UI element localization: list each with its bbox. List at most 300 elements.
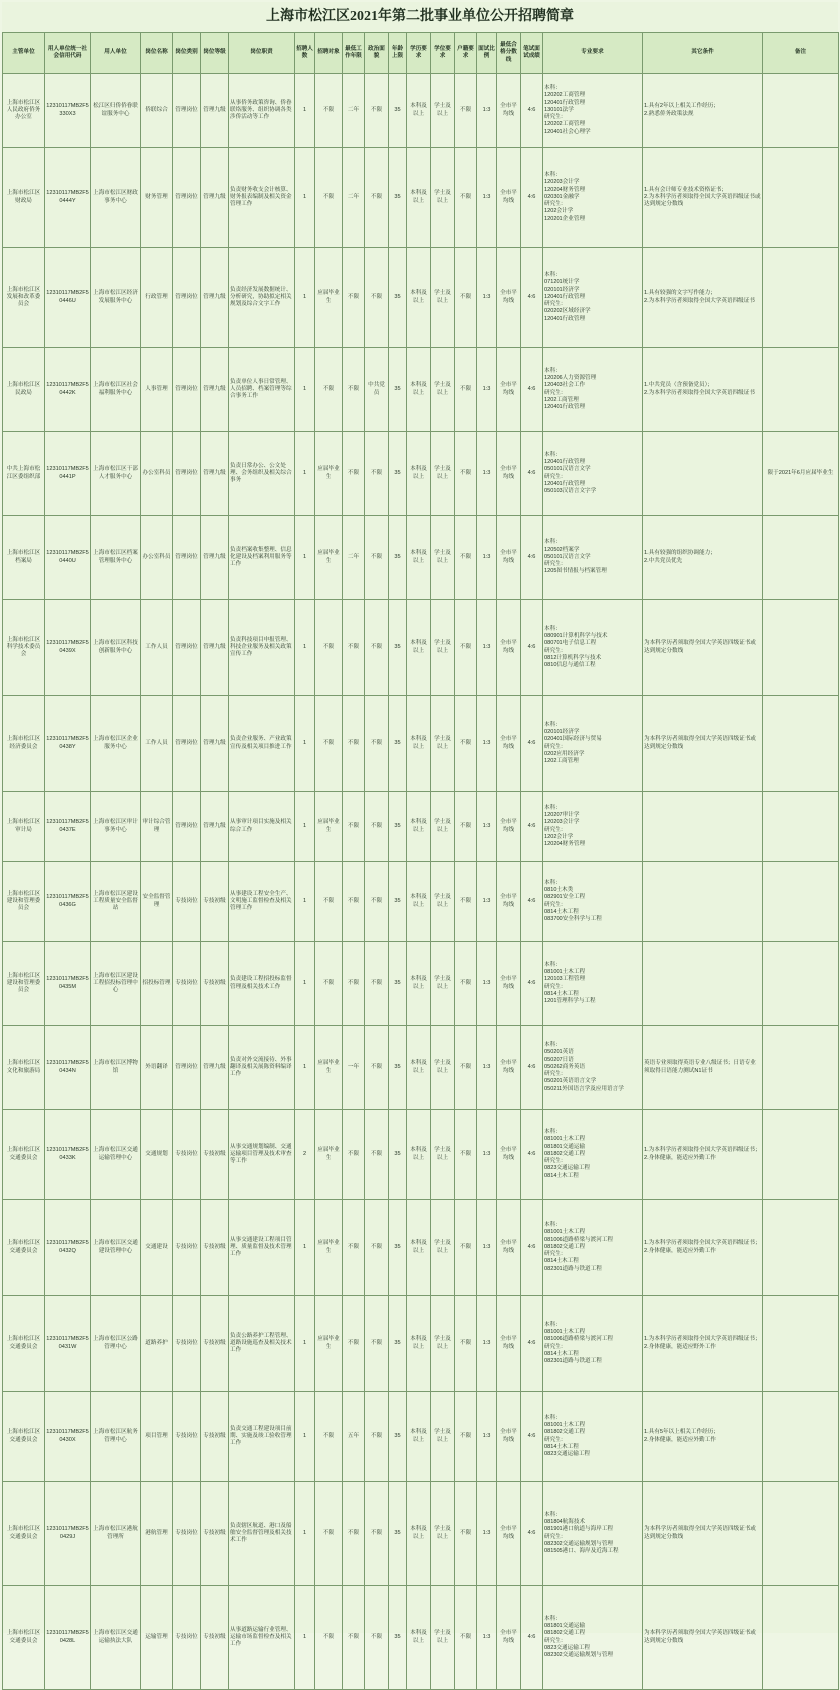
table-cell: 35 (389, 1392, 407, 1482)
table-cell: 不限 (315, 1586, 343, 1690)
table-cell: 学士及以上 (431, 1110, 455, 1200)
major-requirements-cell (543, 432, 643, 516)
other-conditions-cell (643, 148, 763, 248)
table-cell: 外语翻译 (141, 1026, 173, 1110)
major-line: 研究生： (544, 743, 567, 750)
column-header: 学位要求 (431, 33, 455, 74)
table-cell: 从事交通建设工程项目管理、质量监督及技术管理工作 (229, 1200, 295, 1296)
table-cell: 人事管理 (141, 348, 173, 432)
table-cell: 不限 (455, 942, 477, 1026)
major-line: 082301道路与铁道工程 (544, 1357, 602, 1364)
table-cell: 4:6 (521, 248, 543, 348)
table-cell: 专技岗位 (173, 942, 201, 1026)
table-cell: 1 (295, 862, 315, 942)
table-cell: 本科及以上 (407, 348, 431, 432)
table-cell: 4:6 (521, 348, 543, 432)
table-row (3, 148, 839, 248)
table-cell: 管理岗位 (173, 348, 201, 432)
table-cell: 从事审计项目实施及相关综合工作 (229, 792, 295, 862)
condition-line: 1.具有较强的文字写作能力； (644, 290, 716, 297)
table-cell: 管理岗位 (173, 432, 201, 516)
table-cell: 上海市松江区港航管理所 (91, 1482, 141, 1586)
table-cell: 不限 (343, 942, 365, 1026)
table-cell: 1 (295, 1296, 315, 1392)
table-cell: 二年 (343, 516, 365, 600)
table-cell: 4:6 (521, 1296, 543, 1392)
major-line: 0814土木工程 (544, 1258, 579, 1265)
table-cell: 管理九级 (201, 74, 229, 148)
table-cell: 上海市松江区建设工程招投标管理中心 (91, 942, 141, 1026)
table-cell: 五年 (343, 1392, 365, 1482)
table-cell: 4:6 (521, 862, 543, 942)
column-header: 备注 (763, 33, 839, 74)
table-cell: 从事侨务政策咨询、侨眷联络服务、组织协调各类涉侨活动等工作 (229, 74, 295, 148)
recruitment-page (2, 2, 838, 1658)
major-line: 050101汉语言文学 (544, 553, 591, 560)
table-cell: 上海市松江区航务管理中心 (91, 1392, 141, 1482)
table-cell: 上海市松江区经济委员会 (3, 696, 45, 792)
table-cell: 上海市松江区交通运输执法大队 (91, 1586, 141, 1690)
major-line: 本科： (544, 272, 561, 279)
table-cell: 上海市松江区文化和旅游局 (3, 1026, 45, 1110)
remark-cell (763, 148, 839, 248)
table-cell: 35 (389, 696, 407, 792)
table-cell: 不限 (365, 1110, 389, 1200)
condition-line: 1.具有会计师专业技术资格证书； (644, 186, 727, 193)
remark-cell (763, 74, 839, 148)
table-cell: 本科及以上 (407, 1200, 431, 1296)
table-cell: 12310117MB2F50431W (45, 1296, 91, 1392)
table-cell: 4:6 (521, 516, 543, 600)
table-cell: 4:6 (521, 696, 543, 792)
table-cell: 专技初级 (201, 1482, 229, 1586)
other-conditions-cell (643, 696, 763, 792)
major-line: 0823交通运输工程 (544, 1165, 591, 1172)
table-cell: 全市平均线 (497, 348, 521, 432)
major-line: 0823交通运输工程 (544, 1450, 591, 1457)
major-line: 1202工商管理 (544, 757, 579, 764)
table-cell: 12310117MB2F50441P (45, 432, 91, 516)
column-header: 专业要求 (543, 33, 643, 74)
major-line: 120203会计学 (544, 179, 580, 186)
table-cell: 1 (295, 1482, 315, 1586)
table-cell: 4:6 (521, 148, 543, 248)
major-requirements-cell (543, 74, 643, 148)
condition-line: 2.身体健康，能适应外勤工作 (644, 1154, 716, 1161)
table-cell: 本科及以上 (407, 792, 431, 862)
column-header: 户籍要求 (455, 33, 477, 74)
major-requirements-cell (543, 600, 643, 696)
table-cell: 上海市松江区交通委员会 (3, 1200, 45, 1296)
table-cell: 1:3 (477, 1392, 497, 1482)
table-cell: 上海市松江区交通委员会 (3, 1296, 45, 1392)
table-cell: 不限 (315, 862, 343, 942)
table-cell: 学士及以上 (431, 516, 455, 600)
table-cell: 35 (389, 74, 407, 148)
table-cell: 不限 (455, 348, 477, 432)
condition-line: 2.身体健康，能适应野外工作 (644, 1343, 716, 1350)
remark-cell (763, 1026, 839, 1110)
table-cell: 全市平均线 (497, 248, 521, 348)
table-cell: 1:3 (477, 1482, 497, 1586)
major-line: 120201企业管理 (544, 215, 586, 222)
table-cell: 全市平均线 (497, 1586, 521, 1690)
remark-cell (763, 348, 839, 432)
table-cell: 上海市松江区企业服务中心 (91, 696, 141, 792)
column-header: 招聘人数 (295, 33, 315, 74)
table-cell: 不限 (365, 74, 389, 148)
major-line: 研究生： (544, 1343, 567, 1350)
major-requirements-cell (543, 148, 643, 248)
table-cell: 1 (295, 348, 315, 432)
table-cell: 管理岗位 (173, 696, 201, 792)
table-cell: 项目管理 (141, 1392, 173, 1482)
table-cell: 学士及以上 (431, 1026, 455, 1110)
major-line: 研究生： (544, 301, 567, 308)
table-cell: 应届毕业生 (315, 792, 343, 862)
table-cell: 4:6 (521, 792, 543, 862)
table-cell: 1 (295, 74, 315, 148)
table-cell: 学士及以上 (431, 792, 455, 862)
table-cell: 不限 (455, 1482, 477, 1586)
remark-cell (763, 1296, 839, 1392)
major-line: 本科： (544, 804, 561, 811)
table-cell: 学士及以上 (431, 432, 455, 516)
major-line: 120401行政管理 (544, 480, 586, 487)
major-line: 081802交通工程 (544, 1243, 586, 1250)
major-line: 研究生： (544, 389, 567, 396)
table-cell: 不限 (343, 1586, 365, 1690)
other-conditions-cell (643, 1200, 763, 1296)
table-cell: 本科及以上 (407, 600, 431, 696)
major-line: 研究生： (544, 201, 567, 208)
table-cell: 专技初级 (201, 1296, 229, 1392)
table-cell: 12310117MB2F50446U (45, 248, 91, 348)
other-conditions-cell (643, 432, 763, 516)
table-cell: 负责对外交流接待、外事翻译及相关展陈资料编译工作 (229, 1026, 295, 1110)
major-line: 本科： (544, 1414, 561, 1421)
table-row (3, 1296, 839, 1392)
table-cell: 全市平均线 (497, 1110, 521, 1200)
table-cell: 12310117MB2F50428L (45, 1586, 91, 1690)
table-cell: 35 (389, 1482, 407, 1586)
table-cell: 学士及以上 (431, 696, 455, 792)
other-conditions-cell (643, 74, 763, 148)
table-cell: 上海市松江区博物馆 (91, 1026, 141, 1110)
table-cell: 上海市松江区建设工程质量安全监督站 (91, 862, 141, 942)
condition-line: 2.为本科学历者须取得全国大学英语四级证书 (644, 297, 755, 304)
table-cell: 上海市松江区发展和改革委员会 (3, 248, 45, 348)
other-conditions-cell (643, 348, 763, 432)
table-cell: 不限 (315, 600, 343, 696)
table-cell: 专技岗位 (173, 1200, 201, 1296)
column-header: 岗位职责 (229, 33, 295, 74)
other-conditions-cell (643, 862, 763, 942)
major-line: 研究生： (544, 826, 567, 833)
table-cell: 12310117MB2F50434N (45, 1026, 91, 1110)
table-cell: 专技初级 (201, 1586, 229, 1690)
condition-line: 2.中共党员优先 (644, 557, 683, 564)
table-cell: 二年 (343, 148, 365, 248)
table-cell: 中共上海市松江区委组织部 (3, 432, 45, 516)
table-cell: 上海市松江区档案管理服务中心 (91, 516, 141, 600)
major-line: 081804航海技术 (544, 1519, 586, 1526)
major-line: 020202区域经济学 (544, 308, 591, 315)
table-cell: 工作人员 (141, 696, 173, 792)
major-line: 1202会计学 (544, 208, 574, 215)
major-requirements-cell (543, 1110, 643, 1200)
table-cell: 专技初级 (201, 1200, 229, 1296)
table-cell: 35 (389, 516, 407, 600)
table-cell: 从事建设工程安全生产、文明施工监督检查及相关管理工作 (229, 862, 295, 942)
table-cell: 1:3 (477, 148, 497, 248)
table-cell: 本科及以上 (407, 1482, 431, 1586)
table-cell: 2 (295, 1110, 315, 1200)
major-line: 120103工程管理 (544, 976, 586, 983)
table-cell: 1:3 (477, 1200, 497, 1296)
major-line: 0810土木类 (544, 887, 574, 894)
table-cell: 学士及以上 (431, 600, 455, 696)
table-cell: 4:6 (521, 1110, 543, 1200)
table-cell: 负责单位人事日常管理、人员招聘、档案管理等综合事务工作 (229, 348, 295, 432)
major-line: 本科： (544, 625, 561, 632)
table-cell: 本科及以上 (407, 942, 431, 1026)
table-cell: 管理九级 (201, 1026, 229, 1110)
table-cell: 12310117MB2F50435M (45, 942, 91, 1026)
column-header: 用人单位统一社会信用代码 (45, 33, 91, 74)
table-cell: 全市平均线 (497, 148, 521, 248)
major-line: 120401行政管理 (544, 403, 586, 410)
column-header: 最低合格分数线 (497, 33, 521, 74)
table-cell: 负责经济发展数据统计、分析研究，协助拟定相关规划及综合文字工作 (229, 248, 295, 348)
major-line: 083700安全科学与工程 (544, 915, 602, 922)
condition-line: 为本科学历者须取得全国大学英语四级证书或达到规定分数线 (644, 1526, 756, 1540)
major-line: 研究生： (544, 1533, 567, 1540)
major-line: 050207日语 (544, 1056, 574, 1063)
table-cell: 35 (389, 348, 407, 432)
table-cell: 不限 (315, 942, 343, 1026)
table-cell: 4:6 (521, 1586, 543, 1690)
condition-line: 2.为本科学历者须取得全国大学英语四级证书或达到规定分数线 (644, 193, 761, 208)
table-cell: 4:6 (521, 942, 543, 1026)
table-cell: 专技初级 (201, 862, 229, 942)
other-conditions-cell (643, 516, 763, 600)
table-cell: 35 (389, 600, 407, 696)
table-cell: 不限 (343, 348, 365, 432)
table-cell: 应届毕业生 (315, 432, 343, 516)
table-cell: 本科及以上 (407, 1026, 431, 1110)
column-header: 面试比例 (477, 33, 497, 74)
table-cell: 不限 (343, 432, 365, 516)
table-cell: 专技岗位 (173, 1110, 201, 1200)
major-line: 081802交通工程 (544, 1429, 586, 1436)
table-cell: 本科及以上 (407, 862, 431, 942)
table-cell: 负责科技项目申报管理、科技企业服务及相关政策宣传工作 (229, 600, 295, 696)
major-line: 本科： (544, 1042, 561, 1049)
table-cell: 上海市松江区交通建设管理中心 (91, 1200, 141, 1296)
major-line: 本科： (544, 85, 561, 92)
major-line: 082302交通运输规划与管理 (544, 1651, 614, 1658)
condition-line: 1.为本科学历者须取得全国大学英语四级证书； (644, 1336, 761, 1343)
major-line: 081801交通运输 (544, 1143, 586, 1150)
table-cell: 不限 (315, 1482, 343, 1586)
major-line: 120401行政管理 (544, 315, 586, 322)
table-cell: 本科及以上 (407, 248, 431, 348)
table-cell: 管理岗位 (173, 74, 201, 148)
major-line: 081006道路桥梁与渡河工程 (544, 1336, 614, 1343)
major-requirements-cell (543, 1200, 643, 1296)
table-row (3, 696, 839, 792)
table-cell: 管理九级 (201, 792, 229, 862)
table-cell: 上海市松江区交通运输管理中心 (91, 1110, 141, 1200)
table-cell: 不限 (365, 1026, 389, 1110)
table-cell: 学士及以上 (431, 1586, 455, 1690)
table-cell: 上海市松江区人民政府侨务办公室 (3, 74, 45, 148)
other-conditions-cell (643, 248, 763, 348)
table-cell: 本科及以上 (407, 1110, 431, 1200)
remark-cell (763, 248, 839, 348)
table-cell: 应届毕业生 (315, 1200, 343, 1296)
table-cell: 本科及以上 (407, 696, 431, 792)
table-cell: 不限 (455, 1110, 477, 1200)
table-cell: 学士及以上 (431, 862, 455, 942)
table-cell: 全市平均线 (497, 1296, 521, 1392)
table-cell: 管理九级 (201, 432, 229, 516)
major-line: 本科： (544, 1615, 561, 1622)
table-row (3, 74, 839, 148)
remark-cell (763, 1482, 839, 1586)
table-cell: 应届毕业生 (315, 516, 343, 600)
major-line: 0814土木工程 (544, 1443, 579, 1450)
major-requirements-cell (543, 348, 643, 432)
table-cell: 专技初级 (201, 1392, 229, 1482)
table-cell: 不限 (365, 432, 389, 516)
table-cell: 1:3 (477, 1296, 497, 1392)
table-cell: 不限 (365, 942, 389, 1026)
table-cell: 管理岗位 (173, 148, 201, 248)
table-cell: 1:3 (477, 516, 497, 600)
major-line: 050262商务英语 (544, 1063, 586, 1070)
other-conditions-cell (643, 1392, 763, 1482)
table-cell: 本科及以上 (407, 1392, 431, 1482)
other-conditions-cell (643, 942, 763, 1026)
table-row (3, 942, 839, 1026)
major-line: 081001土木工程 (544, 1136, 586, 1143)
condition-line: 1.为本科学历者须取得全国大学英语四级证书； (644, 1147, 761, 1154)
table-cell: 应届毕业生 (315, 1296, 343, 1392)
column-header: 笔试面试成绩 (521, 33, 543, 74)
table-cell: 管理九级 (201, 516, 229, 600)
table-cell: 不限 (455, 74, 477, 148)
other-conditions-cell (643, 600, 763, 696)
table-cell: 不限 (365, 862, 389, 942)
major-line: 研究生： (544, 1436, 567, 1443)
table-cell: 中共党员 (365, 348, 389, 432)
remark-cell (763, 942, 839, 1026)
major-line: 120204财务管理 (544, 186, 586, 193)
table-cell: 上海市松江区档案局 (3, 516, 45, 600)
remark-cell (763, 1586, 839, 1690)
table-cell: 全市平均线 (497, 862, 521, 942)
table-cell: 管理岗位 (173, 600, 201, 696)
table-cell: 不限 (343, 1200, 365, 1296)
major-line: 081001土木工程 (544, 1329, 586, 1336)
table-cell: 1:3 (477, 348, 497, 432)
column-header: 招聘对象 (315, 33, 343, 74)
table-cell: 学士及以上 (431, 348, 455, 432)
major-line: 082302交通运输规划与管理 (544, 1540, 614, 1547)
table-cell: 4:6 (521, 1200, 543, 1296)
table-row (3, 516, 839, 600)
other-conditions-cell (643, 1110, 763, 1200)
table-cell: 35 (389, 1296, 407, 1392)
major-line: 020401国际经济与贸易 (544, 736, 602, 743)
major-line: 081001土木工程 (544, 1229, 586, 1236)
table-cell: 负责日常办公、公文处理、会务组织及相关综合事务 (229, 432, 295, 516)
table-cell: 专技岗位 (173, 1296, 201, 1392)
column-header: 其它条件 (643, 33, 763, 74)
table-cell: 一年 (343, 1026, 365, 1110)
table-cell: 上海市松江区建设和管理委员会 (3, 942, 45, 1026)
table-cell: 专技岗位 (173, 1586, 201, 1690)
table-cell: 不限 (365, 248, 389, 348)
table-cell: 1 (295, 1026, 315, 1110)
table-cell: 办公室科员 (141, 516, 173, 600)
table-cell: 全市平均线 (497, 792, 521, 862)
table-row (3, 862, 839, 942)
major-line: 081505港口、海岸及近海工程 (544, 1547, 619, 1554)
table-cell: 学士及以上 (431, 248, 455, 348)
table-cell: 上海市松江区建设和管理委员会 (3, 862, 45, 942)
major-requirements-cell (543, 1586, 643, 1690)
column-header: 用人单位 (91, 33, 141, 74)
table-cell: 不限 (455, 1200, 477, 1296)
table-cell: 招投标管理 (141, 942, 173, 1026)
table-cell: 1:3 (477, 1110, 497, 1200)
table-cell: 1 (295, 516, 315, 600)
table-cell: 学士及以上 (431, 1482, 455, 1586)
major-line: 1202工商管理 (544, 396, 579, 403)
table-cell: 不限 (455, 862, 477, 942)
table-cell: 上海市松江区社会福利服务中心 (91, 348, 141, 432)
table-cell: 交通建设 (141, 1200, 173, 1296)
major-line: 研究生： (544, 1158, 567, 1165)
column-header: 学历要求 (407, 33, 431, 74)
table-cell: 学士及以上 (431, 1200, 455, 1296)
table-cell: 学士及以上 (431, 148, 455, 248)
major-line: 120502档案学 (544, 546, 580, 553)
major-requirements-cell (543, 1296, 643, 1392)
table-cell: 不限 (455, 792, 477, 862)
condition-line: 2.身体健康，能适应外勤工作 (644, 1247, 716, 1254)
document-title: 上海市松江区2021年第二批事业单位公开招聘简章 (266, 9, 574, 24)
table-cell: 12310117MB2F50436G (45, 862, 91, 942)
table-cell: 不限 (315, 74, 343, 148)
table-cell: 管理岗位 (173, 516, 201, 600)
table-cell: 1:3 (477, 942, 497, 1026)
major-line: 020301金融学 (544, 193, 580, 200)
table-row (3, 1586, 839, 1690)
condition-line: 2.熟悉侨务政策法规 (644, 110, 694, 117)
major-line: 研究生： (544, 983, 567, 990)
table-row (3, 348, 839, 432)
major-line: 研究生： (544, 473, 567, 480)
table-cell: 不限 (365, 1586, 389, 1690)
table-cell: 不限 (455, 432, 477, 516)
table-cell: 全市平均线 (497, 600, 521, 696)
condition-line: 1.为本科学历者须取得全国大学英语四级证书； (644, 1240, 761, 1247)
major-line: 050201英语语言文学 (544, 1078, 597, 1085)
